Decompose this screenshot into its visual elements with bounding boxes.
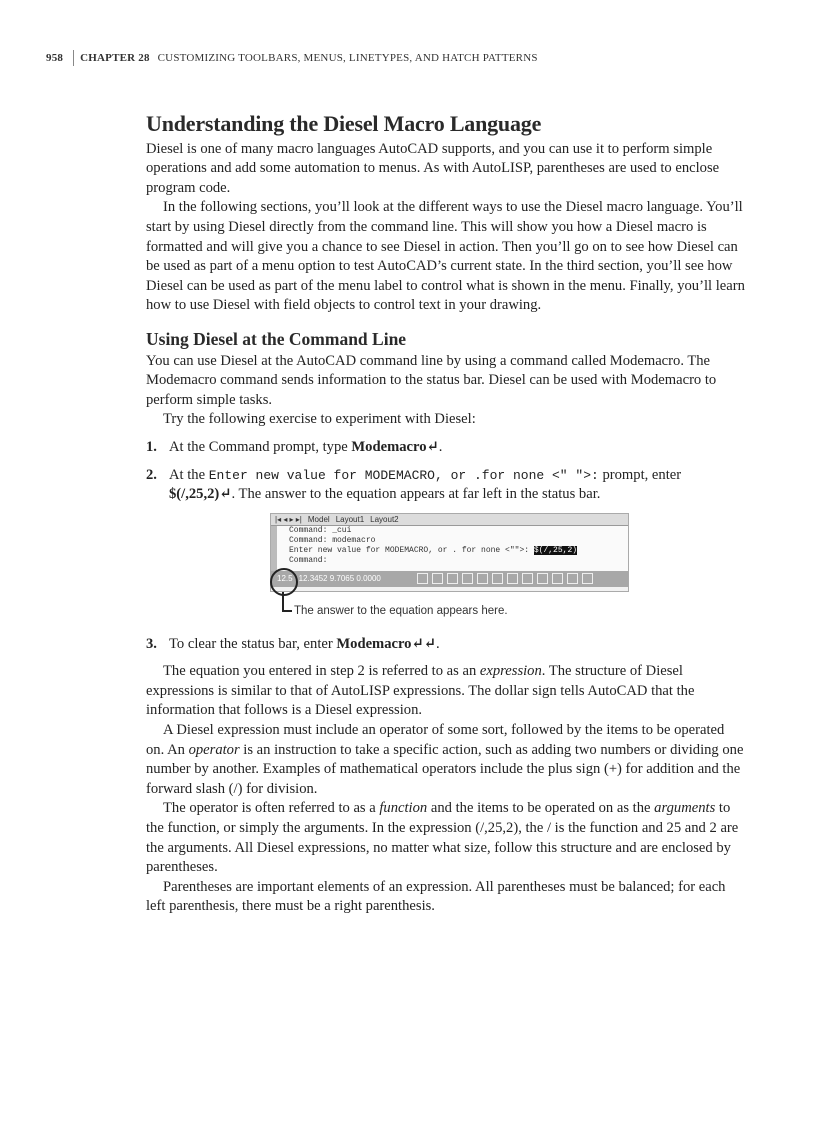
status-coords: 12.3452 9.7065 0.0000 <box>298 573 381 583</box>
paragraph: In the following sections, you’ll look at the different ways to use the Diesel macro language. You’ll start by using Diesel directly from the command line. This will show you how a Diesel macro is formatted and will give you a chance to see Diesel in action. Then you’ll go on to see how Diesel can be used as part of a menu option to test AutoCAD’s current state. In the third section, you’ll see how Diesel can be used as part of the menu label to control what is shown in the menu. Finally, you’ll learn how to use Diesel with field objects to control text in your drawing. <box>146 199 745 314</box>
paragraph: Diesel is one of many macro languages AutoCAD supports, and you can use it to perform simple operations and add some automation to menus. As with AutoLISP, parentheses are used to enclose program code. <box>146 140 720 196</box>
tab-layout1: Layout1 <box>335 514 365 524</box>
step-number: 1. <box>146 438 157 455</box>
layout-tabs <box>271 514 628 526</box>
status-bar <box>271 571 628 587</box>
step-text: prompt, enter <box>598 466 682 483</box>
figure-caption: The answer to the equation appears here. <box>294 604 508 617</box>
chapter-title: CUSTOMIZING TOOLBARS, MENUS, LINETYPES, AND HATCH PATTERNS <box>157 52 538 64</box>
status-toggle-icons <box>417 571 593 587</box>
step-text: To clear the status bar, enter <box>169 635 337 652</box>
callout-leader <box>282 592 292 612</box>
paragraph: You can use Diesel at the AutoCAD command line by using a command called Modemacro. The Modemacro command sends information to the status bar. Diesel can be used with Modemacro to perform simple tasks. <box>146 352 717 408</box>
step-text: . The answer to the equation appears at far left in the status bar. <box>231 486 601 503</box>
step-code: Enter new value for MODEMACRO, or .for none <" ">: <box>208 467 599 483</box>
prompt-text: Enter new value for MODEMACRO, or . for none <"">: <box>289 545 534 555</box>
tab-layout2: Layout2 <box>370 514 399 524</box>
command-line <box>289 546 628 556</box>
step-text: . <box>435 635 440 652</box>
step-number: 2. <box>146 466 157 483</box>
autocad-screenshot <box>270 513 629 592</box>
steps-list <box>146 438 746 505</box>
step-text: . <box>438 438 443 455</box>
tab-nav-arrows: |◂ ◂ ▸ ▸| <box>275 514 302 524</box>
step-command: Modemacro↵↵ <box>336 635 436 652</box>
paragraph: The operator is often referred to as a function and the items to be operated on as the arguments to the function, or simply the arguments. In the expression (/,25,2), the / is the function and 25 and 2 are the arguments. All Diesel expressions, no matter what size, follow this structure and are enclosed by parentheses. <box>146 800 739 876</box>
page-number: 958 <box>46 52 64 64</box>
status-answer: 12.5 <box>277 573 293 583</box>
step <box>146 635 746 655</box>
command-line: Command: modemacro <box>289 535 376 545</box>
paragraph: Try the following exercise to experiment with Diesel: <box>163 411 476 428</box>
highlighted-input: $(/,25,2) <box>533 545 578 555</box>
step-number: 3. <box>146 635 157 652</box>
steps-list <box>146 635 746 655</box>
paragraph: A Diesel expression must include an operator of some sort, followed by the items to be operated on. An operator is an instruction to take a specific action, such as adding two numbers or dividing one number by another. Examples of mathematical operators include the plus sign (+) for addition and the forward slash (/) for division. <box>146 722 744 797</box>
command-line: Command: _cui <box>289 525 352 535</box>
page-content <box>146 111 746 917</box>
step <box>146 438 746 458</box>
section-title: Understanding the Diesel Macro Language <box>146 111 542 136</box>
step-text: At the Command prompt, type <box>169 438 352 455</box>
header-divider <box>73 50 74 66</box>
figure <box>270 513 630 623</box>
step-command: Modemacro↵ <box>351 438 439 455</box>
running-header <box>46 50 538 66</box>
command-line: Command: <box>289 555 328 565</box>
paragraph: The equation you entered in step 2 is referred to as an expression. The structure of Diesel expressions is similar to that of AutoLISP expressions. The dollar sign tells AutoCAD that the information that follows is a Diesel expression. <box>146 663 695 719</box>
step-text: At the <box>169 466 209 483</box>
paragraph: Parentheses are important elements of an expression. All parentheses must be balanced; for each left parenthesis, there must be a right parenthesis. <box>146 878 726 915</box>
tab-model: Model <box>307 514 330 524</box>
step-command: $(/,25,2)↵ <box>169 486 232 503</box>
step <box>146 466 746 505</box>
subsection-heading: Using Diesel at the Command Line <box>146 328 407 349</box>
command-window <box>271 526 628 571</box>
chapter-label: CHAPTER 28 <box>80 52 150 64</box>
